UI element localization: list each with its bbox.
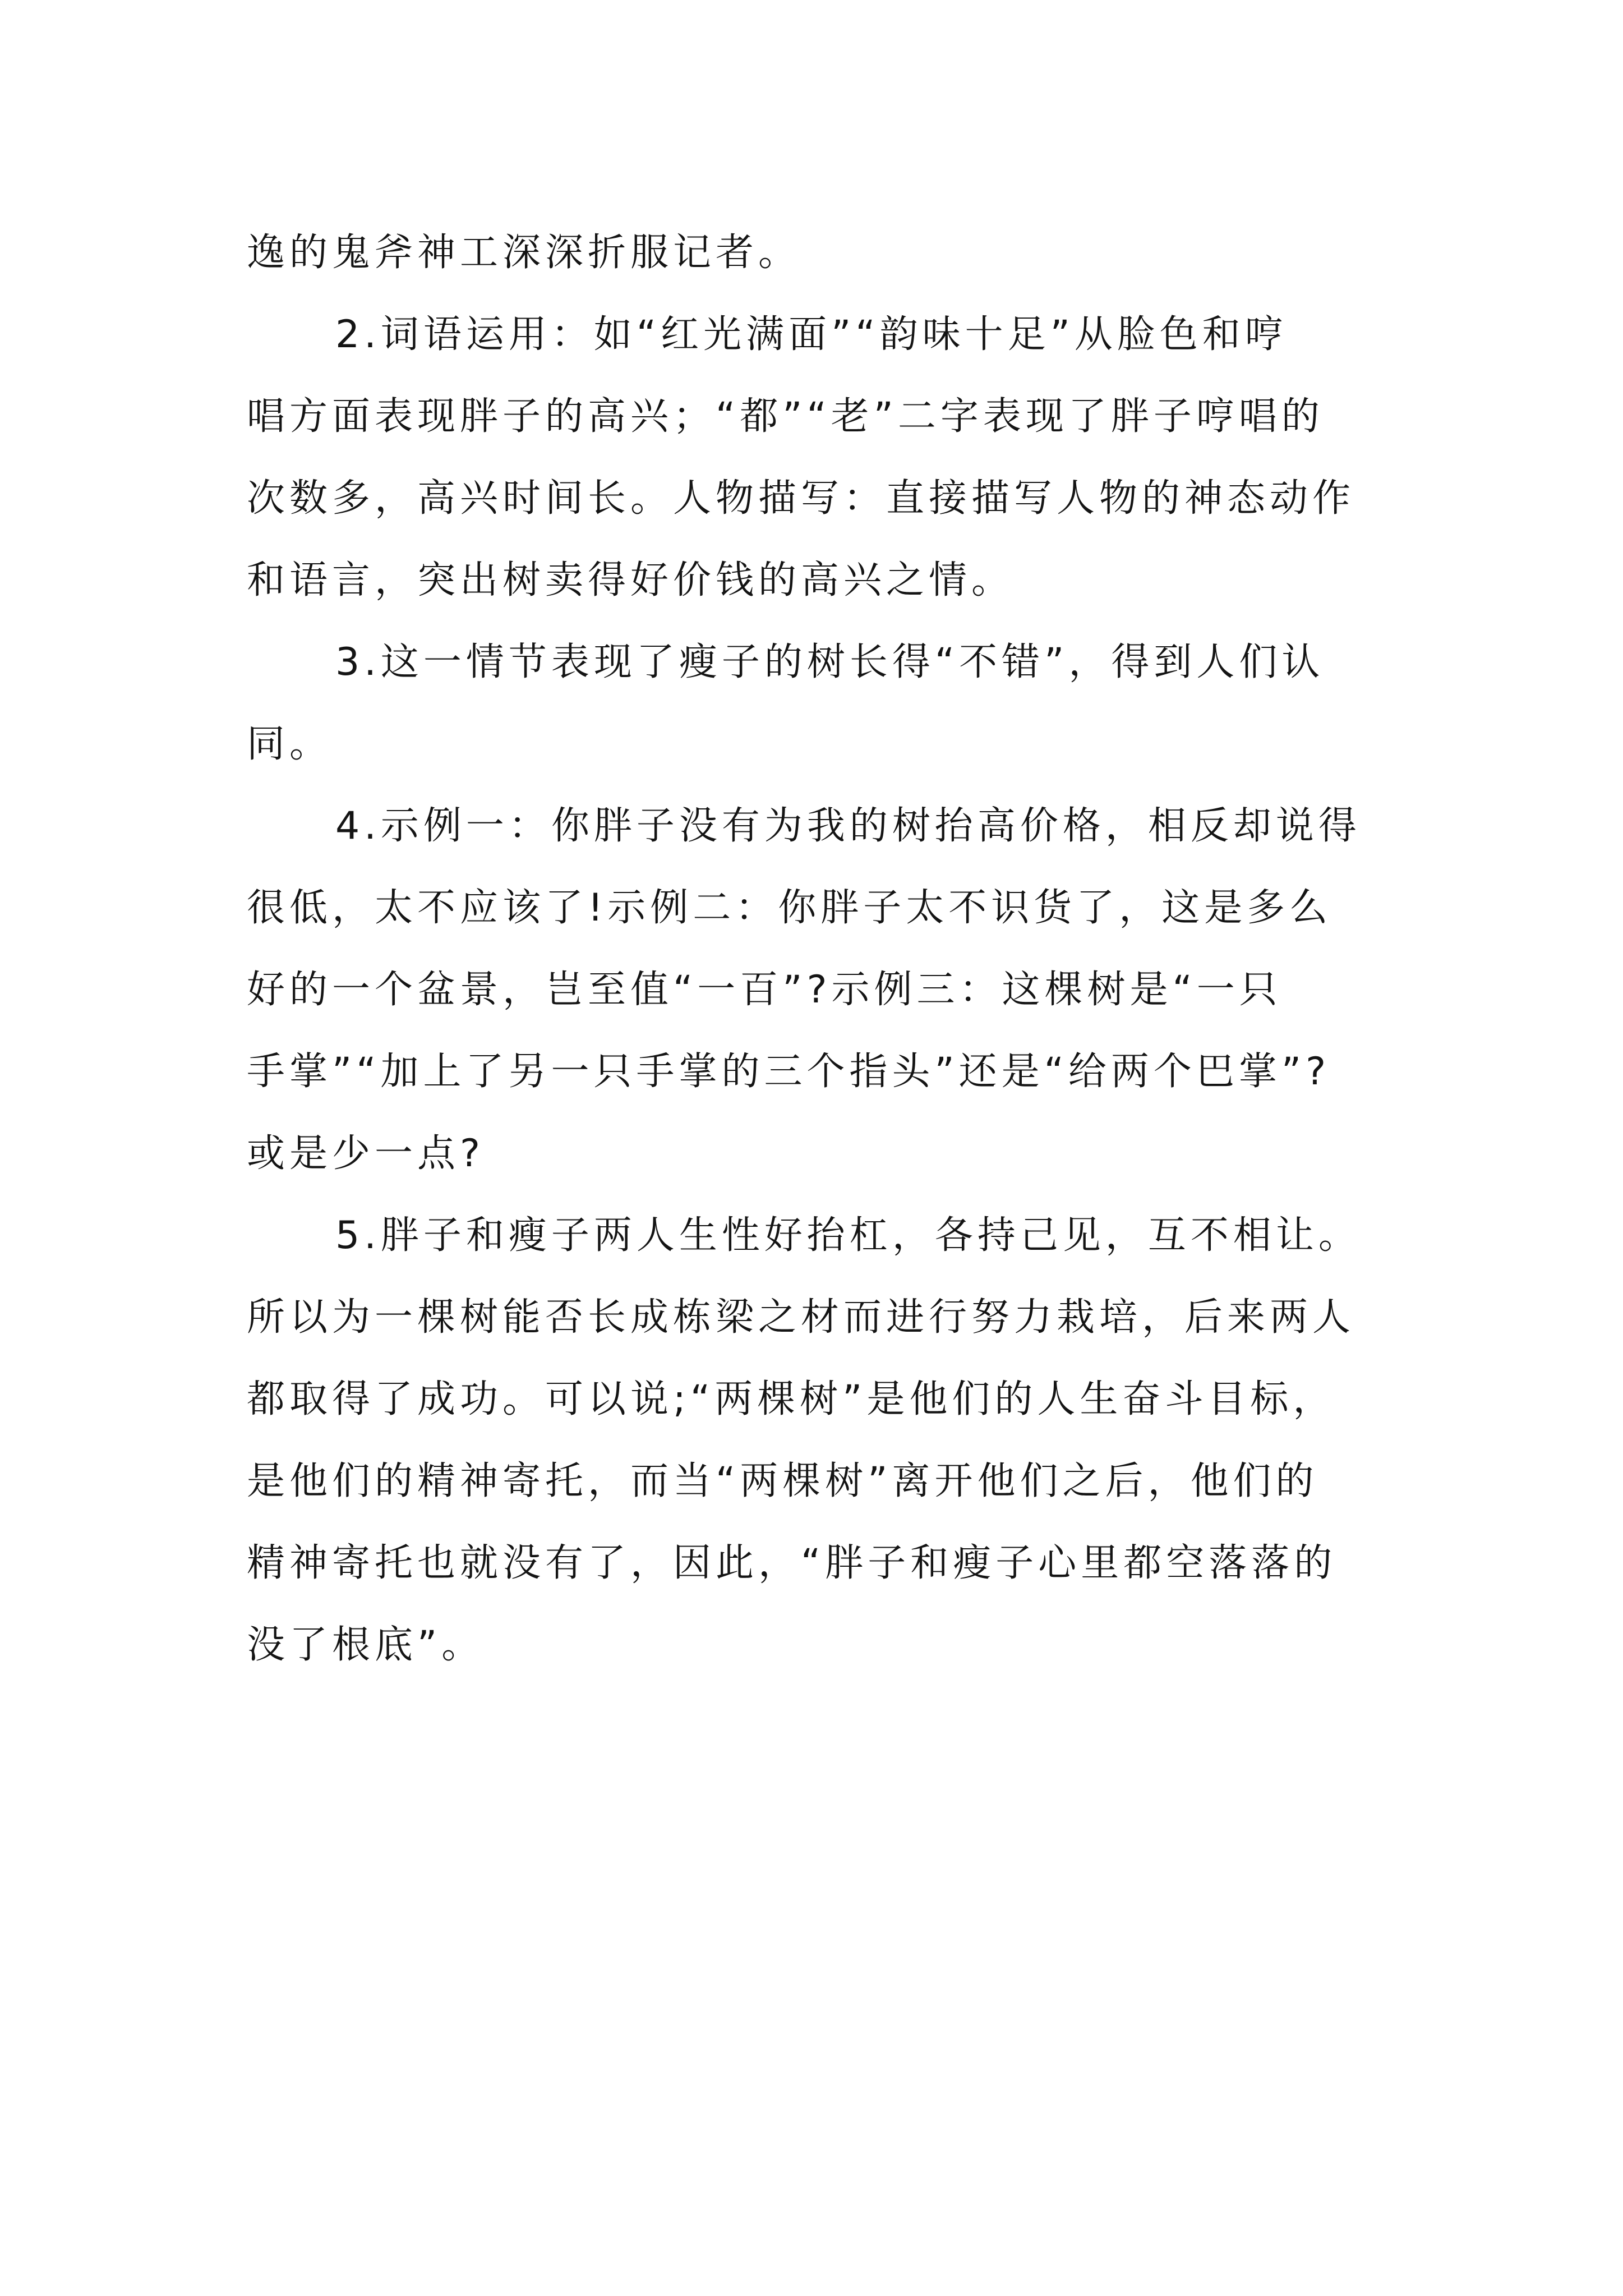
text-line: 4.示例一：你胖子没有为我的树抬高价格，相反却说得 [335,804,1361,848]
text-line: 是他们的精神寄托，而当“两棵树”离开他们之后，他们的 [247,1459,1318,1503]
text-line: 次数多，高兴时间长。人物描写：直接描写人物的神态动作 [247,476,1355,521]
text-line: 精神寄托也就没有了，因此，“胖子和瘦子心里都空落落的 [247,1541,1337,1585]
text-line: 没了根底”。 [247,1623,485,1667]
text-line: 同。 [247,722,333,766]
text-line: 2.词语运用：如“红光满面”“韵味十足”从脸色和哼 [335,312,1288,357]
text-line: 和语言，突出树卖得好价钱的高兴之情。 [247,558,1015,602]
text-line: 都取得了成功。可以说;“两棵树”是他们的人生奋斗目标， [247,1377,1336,1421]
text-line: 5.胖子和瘦子两人生性好抬杠，各持己见，互不相让。 [335,1213,1361,1258]
text-line: 所以为一棵树能否长成栋梁之材而进行努力栽培，后来两人 [247,1295,1355,1340]
document-body [247,212,1402,1686]
text-line: 唱方面表现胖子的高兴；“都”“老”二字表现了胖子哼唱的 [247,394,1324,439]
text-line: 好的一个盆景，岂至值“一百”?示例三：这棵树是“一只 [247,968,1282,1012]
text-line: 逸的鬼斧神工深深折服记者。 [247,231,801,275]
text-line: 或是少一点? [247,1131,485,1176]
text-line: 很低，太不应该了!示例二：你胖子太不识货了，这是多么 [247,886,1332,930]
text-line: 3.这一情节表现了瘦子的树长得“不错”，得到人们认 [335,640,1325,684]
text-line: 手掌”“加上了另一只手掌的三个指头”还是“给两个巴掌”? [247,1050,1331,1094]
